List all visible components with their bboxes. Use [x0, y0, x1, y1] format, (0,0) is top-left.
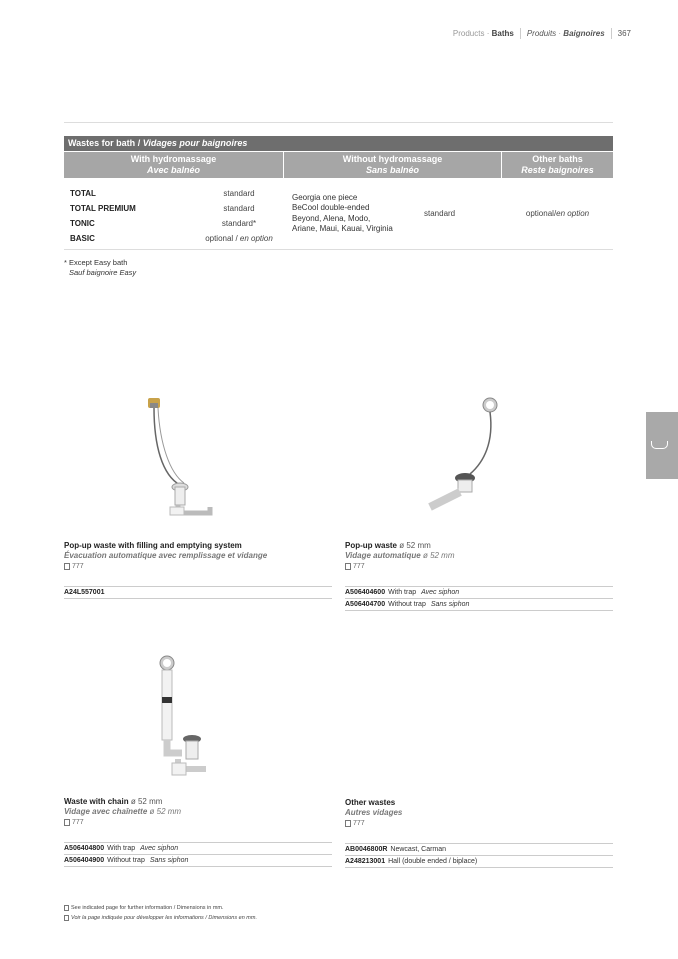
section-tab[interactable]: [646, 412, 678, 479]
wastes-table: [64, 136, 613, 250]
table-body: [64, 178, 613, 250]
model-line: Ariane, Maui, Kauai, Virginia: [292, 224, 393, 233]
table-row: [64, 186, 284, 201]
breadcrumb-products-fr: Produits: [526, 29, 557, 38]
page-ref: [345, 818, 613, 829]
value-fr: en option: [239, 234, 273, 243]
reference-fr: Sans siphon: [430, 601, 470, 608]
col-hydro-en: With hydromassage: [130, 154, 217, 164]
title-size: ø 52 mm: [130, 797, 163, 806]
footnote-fr: Sauf baignoire Easy: [69, 268, 137, 277]
subtitle-text: Vidage avec chaînette: [64, 807, 148, 816]
other-value-sep: /: [553, 209, 557, 218]
page-icon: [345, 820, 351, 827]
value-en: optional: [205, 234, 234, 243]
product-title: [64, 796, 332, 807]
other-cell: [502, 178, 613, 249]
title-size: ø 52 mm: [399, 541, 431, 550]
reference-desc: Hall (double ended / biplace): [388, 858, 478, 865]
product-subtitle: [345, 551, 613, 561]
waste-chain-image: [152, 653, 212, 783]
reference-row: [345, 587, 613, 599]
table-title-sep: /: [135, 138, 143, 148]
col-hydro-header: [64, 152, 284, 178]
table-header: [64, 152, 613, 178]
model-line: Georgia one piece: [292, 192, 358, 202]
product-popup-waste: [345, 540, 613, 611]
reference-row: [64, 843, 332, 855]
title-text: Pop-up waste: [345, 541, 398, 550]
model-line: Beyond, Alena, Modo,: [292, 213, 371, 223]
col-without-en: Without hydromassage: [342, 154, 443, 164]
reference-list: [345, 586, 613, 611]
row-name: TOTAL: [70, 189, 96, 198]
table-row: [64, 231, 284, 246]
subtitle-size: ø 52 mm: [149, 807, 182, 816]
row-name: BASIC: [70, 234, 95, 243]
page-number: 367: [617, 29, 631, 38]
reference-desc: Newcast, Carman: [390, 846, 447, 853]
page-ref-number: 777: [353, 820, 365, 827]
note-fr-line: [64, 913, 257, 923]
breadcrumb-baths-en: Baths: [491, 29, 514, 38]
product-popup-filling: [64, 540, 332, 599]
divider: [64, 122, 613, 123]
reference-desc: With trap: [107, 845, 136, 852]
model-line: BeCool double-ended: [292, 203, 370, 212]
value-sep: /: [233, 234, 240, 243]
title-text: Waste with chain: [64, 797, 129, 806]
note-fr: Voir la page indiquée pour développer les informations / Dimensions en mm.: [71, 915, 257, 921]
footnote: [64, 258, 136, 278]
reference-desc: Without trap: [388, 601, 426, 608]
col-other-header: [502, 152, 613, 178]
row-value: standard*: [221, 219, 257, 228]
reference-code: A506404800: [64, 845, 105, 852]
table-title-fr: Vidages pour baignoires: [142, 138, 248, 148]
reference-code: A24L557001: [64, 589, 105, 596]
page-ref-number: 777: [353, 563, 365, 570]
reference-row: [345, 599, 613, 611]
row-name: TONIC: [70, 219, 95, 228]
product-other-wastes: [345, 797, 613, 868]
reference-row: [345, 844, 613, 856]
page-ref: [345, 561, 613, 572]
page-icon: [64, 819, 70, 826]
row-value: standard: [223, 189, 255, 198]
col-without-fr: Sans balnéo: [365, 165, 419, 175]
product-subtitle: [64, 807, 332, 817]
popup-waste-image: [420, 392, 505, 517]
col-without-header: [284, 152, 502, 178]
product-title: Pop-up waste with filling and emptying system: [64, 541, 242, 550]
reference-list: [64, 842, 332, 867]
page-ref: [64, 561, 332, 572]
popup-waste-filling-image: [140, 395, 220, 525]
reference-list: [345, 843, 613, 868]
page-icon: [64, 915, 69, 921]
page-ref: [64, 817, 332, 828]
subtitle-text: Vidage automatique: [345, 551, 421, 560]
page-ref-number: 777: [72, 819, 84, 826]
reference-fr: Avec siphon: [421, 589, 460, 596]
row-name: TOTAL PREMIUM: [70, 204, 136, 213]
other-value-fr: en option: [556, 209, 590, 218]
reference-desc: With trap: [388, 589, 417, 596]
reference-code: A506404900: [64, 857, 105, 864]
page-ref-number: 777: [72, 563, 84, 570]
reference-code: A248213001: [345, 858, 386, 865]
row-value: [194, 234, 284, 243]
table-row: [64, 201, 284, 216]
reference-fr: Avec siphon: [140, 845, 179, 852]
table-row: [64, 216, 284, 231]
reference-row: [64, 855, 332, 867]
product-subtitle: Autres vidages: [345, 808, 403, 817]
hydro-list: [64, 178, 284, 249]
product-waste-chain: [64, 796, 332, 867]
product-title: [345, 540, 613, 551]
note-en: See indicated page for further information / Dimensions in mm.: [71, 905, 224, 911]
product-subtitle: Évacuation automatique avec remplissage et vidange: [64, 551, 268, 560]
col-other-en: Other baths: [532, 154, 583, 164]
reference-row: [345, 856, 613, 868]
reference-code: A506404700: [345, 601, 386, 608]
reference-code: A506404600: [345, 589, 386, 596]
footnote-en: * Except Easy bath: [64, 258, 128, 267]
row-value: standard: [223, 204, 255, 213]
reference-fr: Sans siphon: [149, 857, 189, 864]
note-en-line: [64, 903, 257, 913]
page-icon: [345, 563, 351, 570]
bathtub-icon: [651, 441, 668, 449]
subtitle-size: ø 52 mm: [422, 551, 455, 560]
reference-desc: Without trap: [107, 857, 145, 864]
breadcrumb-baths-fr: Baignoires: [563, 29, 605, 38]
table-title: [64, 136, 613, 151]
reference-list: [64, 586, 332, 599]
model-list: [284, 193, 424, 235]
page-header: Products · Baths Produits · Baignoires 367: [452, 29, 631, 38]
bottom-note: [64, 903, 257, 923]
reference-code: AB0046800R: [345, 846, 388, 853]
product-title: Other wastes: [345, 798, 396, 807]
page-icon: [64, 563, 70, 570]
col-other-fr: Reste baignoires: [521, 165, 594, 175]
without-value: standard: [424, 209, 456, 218]
page-icon: [64, 905, 69, 911]
other-value-en: optional: [525, 209, 554, 218]
table-title-en: Wastes for bath: [68, 138, 136, 148]
reference-row: [64, 587, 332, 599]
without-cell: [284, 178, 502, 249]
breadcrumb-products-en: Products: [452, 29, 485, 38]
col-hydro-fr: Avec balnéo: [146, 165, 201, 175]
